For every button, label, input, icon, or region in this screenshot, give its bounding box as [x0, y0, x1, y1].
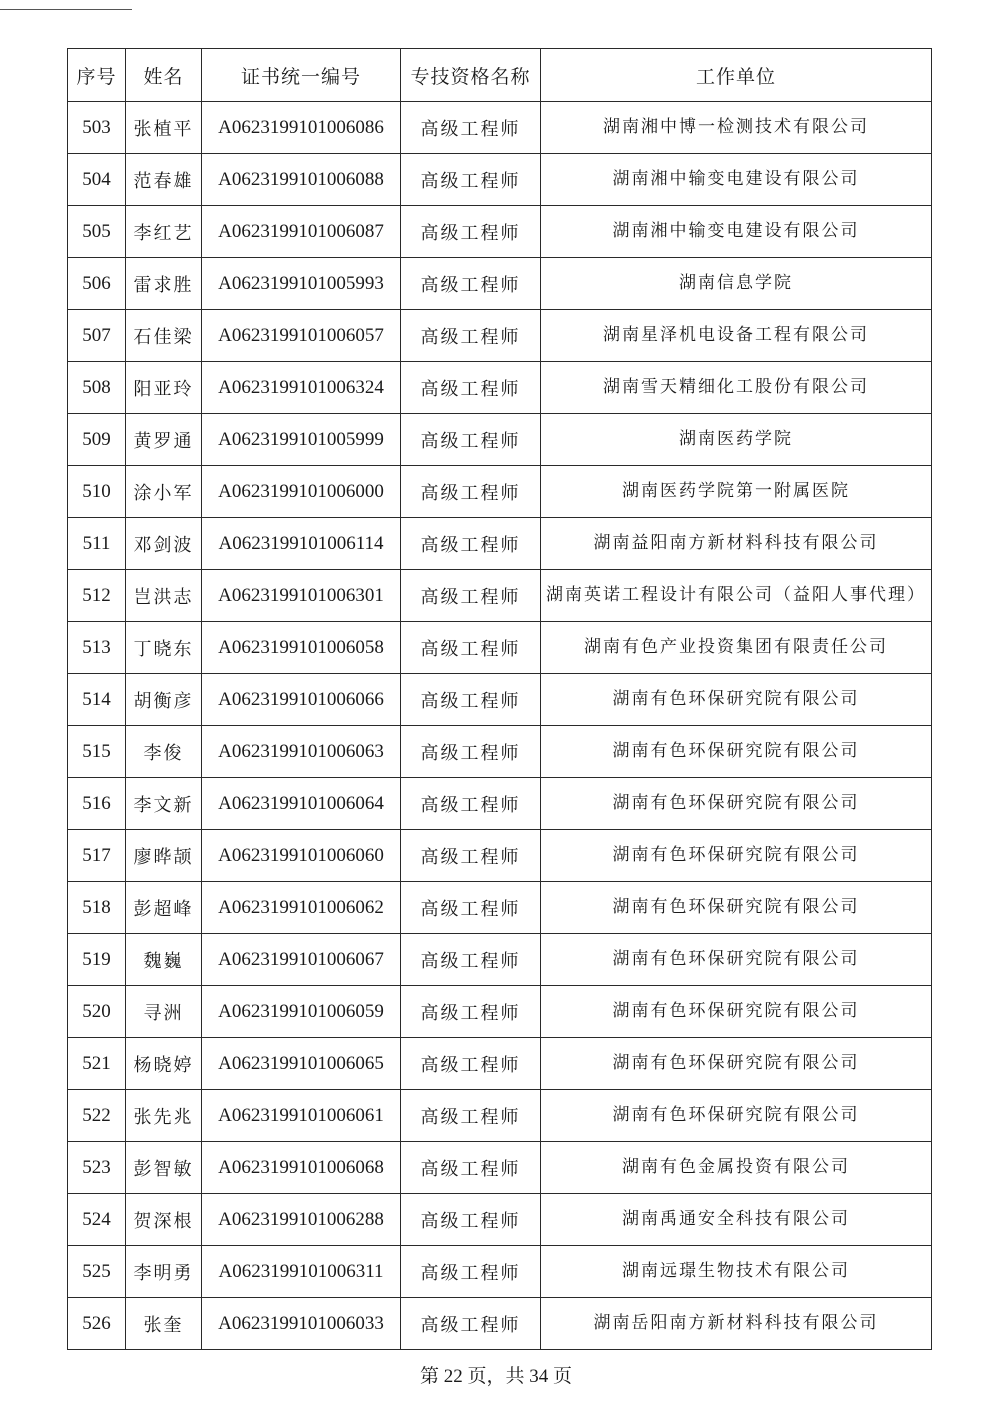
cell-qual: 高级工程师: [401, 414, 541, 466]
cell-name: 张植平: [126, 102, 202, 154]
cell-unit: 湖南有色环保研究院有限公司: [541, 986, 932, 1038]
cell-qual: 高级工程师: [401, 362, 541, 414]
cell-unit: 湖南有色环保研究院有限公司: [541, 882, 932, 934]
cell-name: 岂洪志: [126, 570, 202, 622]
cell-name: 寻洲: [126, 986, 202, 1038]
cell-cert: A0623199101006062: [202, 882, 401, 934]
cell-cert: A0623199101006060: [202, 830, 401, 882]
cell-unit: 湖南远璟生物技术有限公司: [541, 1246, 932, 1298]
cell-seq: 521: [68, 1038, 126, 1090]
cell-qual: 高级工程师: [401, 518, 541, 570]
cell-qual: 高级工程师: [401, 778, 541, 830]
table-row: [68, 1298, 932, 1350]
cell-name: 石佳梁: [126, 310, 202, 362]
cell-qual: 高级工程师: [401, 1298, 541, 1350]
table-row: [68, 830, 932, 882]
cell-cert: A0623199101006058: [202, 622, 401, 674]
cell-unit: 湖南岳阳南方新材料科技有限公司: [541, 1298, 932, 1350]
cell-seq: 514: [68, 674, 126, 726]
cell-cert: A0623199101006064: [202, 778, 401, 830]
cell-unit: 湖南有色环保研究院有限公司: [541, 1038, 932, 1090]
cell-name: 李明勇: [126, 1246, 202, 1298]
cell-unit: 湖南有色环保研究院有限公司: [541, 778, 932, 830]
cell-cert: A0623199101006086: [202, 102, 401, 154]
cell-seq: 511: [68, 518, 126, 570]
cell-seq: 523: [68, 1142, 126, 1194]
cell-qual: 高级工程师: [401, 154, 541, 206]
cell-name: 雷求胜: [126, 258, 202, 310]
cell-cert: A0623199101006324: [202, 362, 401, 414]
cell-cert: A0623199101006066: [202, 674, 401, 726]
cell-unit: 湖南有色产业投资集团有限责任公司: [541, 622, 932, 674]
cell-unit: 湖南星泽机电设备工程有限公司: [541, 310, 932, 362]
cell-name: 张先兆: [126, 1090, 202, 1142]
cell-qual: 高级工程师: [401, 570, 541, 622]
table-row: [68, 986, 932, 1038]
cell-unit: 湖南有色环保研究院有限公司: [541, 934, 932, 986]
cell-name: 胡衡彦: [126, 674, 202, 726]
cell-unit: 湖南湘中输变电建设有限公司: [541, 206, 932, 258]
cell-qual: 高级工程师: [401, 1090, 541, 1142]
cell-unit: 湖南医药学院第一附属医院: [541, 466, 932, 518]
cell-seq: 505: [68, 206, 126, 258]
header-name: 姓名: [126, 49, 202, 102]
cell-name: 李红艺: [126, 206, 202, 258]
header-qual: 专技资格名称: [401, 49, 541, 102]
table-row: [68, 1142, 932, 1194]
table-row: [68, 1246, 932, 1298]
cell-cert: A0623199101006063: [202, 726, 401, 778]
cell-unit: 湖南益阳南方新材料科技有限公司: [541, 518, 932, 570]
cell-qual: 高级工程师: [401, 726, 541, 778]
table-header-row: [68, 49, 932, 102]
table-row: [68, 310, 932, 362]
cell-name: 张奎: [126, 1298, 202, 1350]
cell-unit: 湖南湘中输变电建设有限公司: [541, 154, 932, 206]
cell-unit: 湖南英诺工程设计有限公司（益阳人事代理）: [541, 570, 932, 622]
cell-qual: 高级工程师: [401, 986, 541, 1038]
table-row: [68, 882, 932, 934]
table-body: [68, 102, 932, 1350]
cell-cert: A0623199101006087: [202, 206, 401, 258]
cell-name: 廖晔颉: [126, 830, 202, 882]
cell-cert: A0623199101006059: [202, 986, 401, 1038]
cell-seq: 518: [68, 882, 126, 934]
table-row: [68, 1090, 932, 1142]
cell-qual: 高级工程师: [401, 1142, 541, 1194]
cell-seq: 525: [68, 1246, 126, 1298]
cell-qual: 高级工程师: [401, 830, 541, 882]
table-row: [68, 674, 932, 726]
cell-unit: 湖南信息学院: [541, 258, 932, 310]
cell-seq: 504: [68, 154, 126, 206]
cell-unit: 湖南有色环保研究院有限公司: [541, 830, 932, 882]
table-row: [68, 258, 932, 310]
cell-qual: 高级工程师: [401, 882, 541, 934]
cell-seq: 517: [68, 830, 126, 882]
cell-unit: 湖南禹通安全科技有限公司: [541, 1194, 932, 1246]
cell-qual: 高级工程师: [401, 206, 541, 258]
cell-name: 阳亚玲: [126, 362, 202, 414]
cell-seq: 508: [68, 362, 126, 414]
cell-cert: A0623199101006000: [202, 466, 401, 518]
cell-qual: 高级工程师: [401, 622, 541, 674]
cell-cert: A0623199101006061: [202, 1090, 401, 1142]
cell-unit: 湖南雪天精细化工股份有限公司: [541, 362, 932, 414]
cell-unit: 湖南有色环保研究院有限公司: [541, 674, 932, 726]
table-row: [68, 622, 932, 674]
cell-name: 魏巍: [126, 934, 202, 986]
cell-seq: 522: [68, 1090, 126, 1142]
cell-name: 彭智敏: [126, 1142, 202, 1194]
cell-unit: 湖南湘中博一检测技术有限公司: [541, 102, 932, 154]
cell-name: 范春雄: [126, 154, 202, 206]
cell-name: 贺深根: [126, 1194, 202, 1246]
table-row: [68, 570, 932, 622]
cell-seq: 515: [68, 726, 126, 778]
cell-name: 黄罗通: [126, 414, 202, 466]
table-row: [68, 778, 932, 830]
cell-name: 彭超峰: [126, 882, 202, 934]
table-row: [68, 1038, 932, 1090]
cell-name: 邓剑波: [126, 518, 202, 570]
cell-seq: 512: [68, 570, 126, 622]
cell-cert: A0623199101006065: [202, 1038, 401, 1090]
cell-cert: A0623199101006288: [202, 1194, 401, 1246]
cell-name: 杨晓婷: [126, 1038, 202, 1090]
table-row: [68, 154, 932, 206]
roster-table: [67, 48, 932, 1350]
cell-qual: 高级工程师: [401, 258, 541, 310]
cell-cert: A0623199101006311: [202, 1246, 401, 1298]
cell-cert: A0623199101006057: [202, 310, 401, 362]
page-number: 第 22 页，共 34 页: [419, 1366, 572, 1387]
cell-seq: 524: [68, 1194, 126, 1246]
header-unit: 工作单位: [541, 49, 932, 102]
cell-qual: 高级工程师: [401, 1194, 541, 1246]
cell-cert: A0623199101005999: [202, 414, 401, 466]
cell-name: 李俊: [126, 726, 202, 778]
cell-seq: 510: [68, 466, 126, 518]
cell-unit: 湖南有色环保研究院有限公司: [541, 726, 932, 778]
cell-name: 涂小军: [126, 466, 202, 518]
page-footer: [0, 1361, 992, 1388]
table-row: [68, 726, 932, 778]
cell-qual: 高级工程师: [401, 1246, 541, 1298]
cell-cert: A0623199101006033: [202, 1298, 401, 1350]
cell-cert: A0623199101006067: [202, 934, 401, 986]
cell-cert: A0623199101006114: [202, 518, 401, 570]
cell-name: 李文新: [126, 778, 202, 830]
table-row: [68, 1194, 932, 1246]
cell-cert: A0623199101005993: [202, 258, 401, 310]
cell-qual: 高级工程师: [401, 674, 541, 726]
table-row: [68, 362, 932, 414]
cell-seq: 509: [68, 414, 126, 466]
cell-qual: 高级工程师: [401, 934, 541, 986]
cell-seq: 520: [68, 986, 126, 1038]
cell-seq: 519: [68, 934, 126, 986]
cell-seq: 513: [68, 622, 126, 674]
cell-qual: 高级工程师: [401, 466, 541, 518]
cell-unit: 湖南医药学院: [541, 414, 932, 466]
table-row: [68, 102, 932, 154]
header-rule: [0, 9, 132, 10]
cell-unit: 湖南有色金属投资有限公司: [541, 1142, 932, 1194]
cell-unit: 湖南有色环保研究院有限公司: [541, 1090, 932, 1142]
cell-cert: A0623199101006068: [202, 1142, 401, 1194]
cell-qual: 高级工程师: [401, 102, 541, 154]
cell-seq: 516: [68, 778, 126, 830]
cell-cert: A0623199101006088: [202, 154, 401, 206]
table-row: [68, 206, 932, 258]
table-row: [68, 466, 932, 518]
table-row: [68, 518, 932, 570]
cell-seq: 506: [68, 258, 126, 310]
table-row: [68, 934, 932, 986]
header-cert: 证书统一编号: [202, 49, 401, 102]
cell-qual: 高级工程师: [401, 1038, 541, 1090]
cell-name: 丁晓东: [126, 622, 202, 674]
cell-qual: 高级工程师: [401, 310, 541, 362]
cell-cert: A0623199101006301: [202, 570, 401, 622]
cell-seq: 503: [68, 102, 126, 154]
cell-seq: 507: [68, 310, 126, 362]
header-seq: 序号: [68, 49, 126, 102]
table-row: [68, 414, 932, 466]
cell-seq: 526: [68, 1298, 126, 1350]
